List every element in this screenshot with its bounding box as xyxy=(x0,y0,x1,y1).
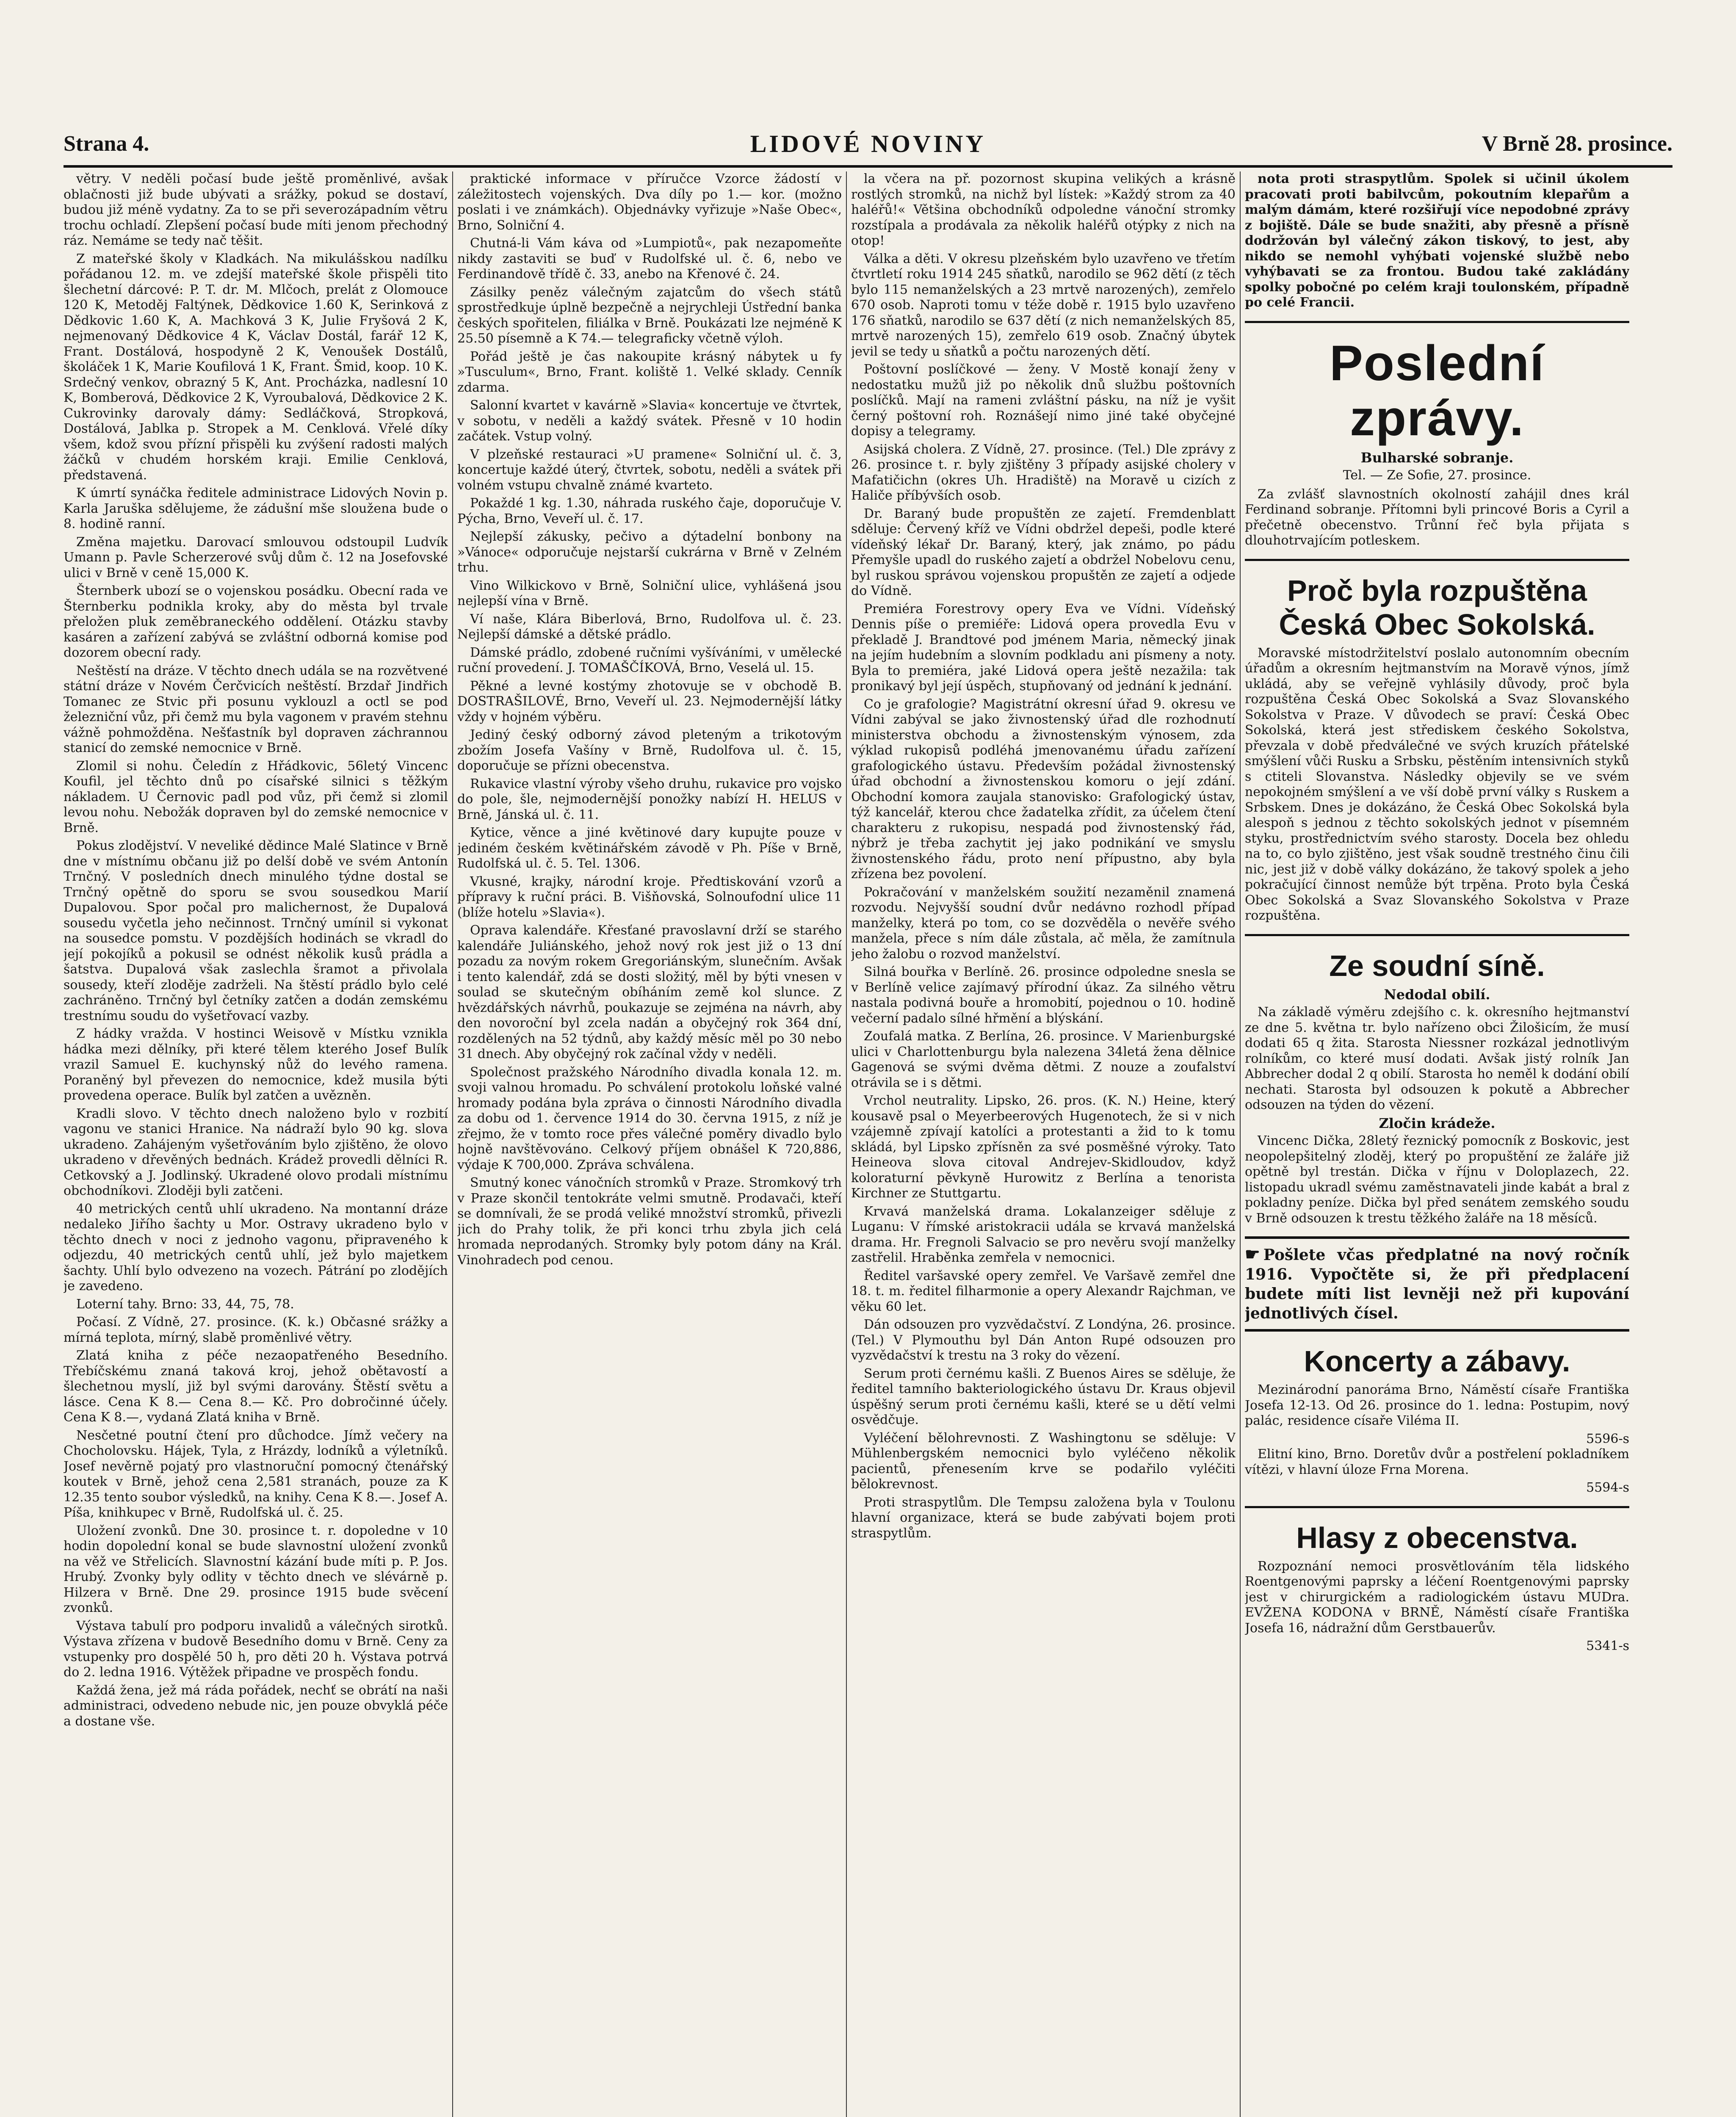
article-paragraph: Rukavice vlastní výroby všeho druhu, rukavice pro vojsko do pole, šle, nejmodernější ponožky nabízí H. HELUS v Brně, Jánská ul. č. 11. xyxy=(457,776,842,822)
column-rule xyxy=(1240,171,1241,2117)
column-rule xyxy=(846,171,847,2117)
article-paragraph: Výstava tabulí pro podporu invalidů a válečných sirotků. Výstava zřízena v budově Besedního domu v Brně. Ceny za vstupenky pro dospělé 50 h, pro děti 20 h. Výstava potrvá do 2. ledna 1916. Výtěžek připadne ve prospěch fondu. xyxy=(64,1618,448,1680)
section-divider xyxy=(1245,1506,1629,1508)
headline-latest-news: Poslední zprávy. xyxy=(1330,335,1545,446)
headline-court: Ze soudní síně. xyxy=(1329,949,1545,982)
column-3 xyxy=(851,171,1236,2117)
article-paragraph: Serum proti černému kašli. Z Buenos Aires se sděluje, že ředitel tamního bakteriologického ústavu Dr. Kraus objevil úspěšný serum proti černému kašli, které se u dětí velmi osvědčuje. xyxy=(851,1366,1236,1427)
article-paragraph: Dr. Baraný bude propuštěn ze zajetí. Fremdenblatt sděluje: Červený kříž ve Vídni obdržel depeši, podle které vídeňský lékař Dr. Baraný, který, jak známo, po pádu Přemyšle upadl do ruského zajetí a obdržel Nobelovu cenu, byl ruskou správou vojenskou propuštěn ze zajetí a odjede do Vídně. xyxy=(851,506,1236,598)
article-paragraph: Neštěstí na dráze. V těchto dnech udála se na rozvětvené státní dráze v Novém Čerčvicích neštěstí. Brzdař Jindřich Tomanec ze Stvic při posunu vyklouzl a octl se pod železniční vůz, při čemž mu byla vagonem v pravém stehnu vážně pohmožděna. Nešťastník byl dopraven záchrannou stanicí do zemské nemocnice v Brně. xyxy=(64,663,448,755)
page-header xyxy=(64,127,1672,168)
section-divider xyxy=(1245,559,1629,561)
article-paragraph: Pěkné a levné kostýmy zhotovuje se v obchodě B. DOSTRAŠILOVÉ, Brno, Veveří ul. 23. Nejmodernější látky vždy v hojném výběru. xyxy=(457,678,842,724)
article-paragraph: Jediný český odborný závod pleteným a trikotovým zbožím Josefa Vašíny v Brně, Rudolfova ul. č. 15, doporučuje se přízni obecenstva. xyxy=(457,727,842,773)
headline-voices: Hlasy z obecenstva. xyxy=(1296,1521,1578,1554)
article-paragraph: praktické informace v příručce Vzorce žádostí v záležitostech vojenských. Dva díly po 1.— kor. (možno poslati i ve známkách). Objednávky vyřizuje »Naše Obec«, Brno, Solniční 4. xyxy=(457,171,842,233)
ad-code: 5341-s xyxy=(1586,1639,1629,1653)
article-paragraph: Zlatá kniha z péče nezaopatřeného Besedního. Třebíčskému znaná taková kroj, jehož obětavostí a šlechetnou myslí, již byl svými darovány. Štěstí světu a lásce. Cena K 8.— Cena 8.— Kč. Pro dobročinné účely. Cena K 8.—, vydaná Zlatá kniha v Brně. xyxy=(64,1348,448,1425)
article-paragraph: Oprava kalendáře. Křesťané pravoslavní drží se starého kalendáře Juliánského, jehož nový rok jest již o 13 dní pozadu za novým rokem Gregoriánským, slunečním. Avšak i tento kalendář, zdá se dosti složitý, měl by býti vnesen v soulad se skutečným obíháním země kol slunce. Z hvězdářských návrhů, poukazuje se zejména na návrh, aby den novoroční byl zcela nadán a obyčejný rok 364 dní, rozdělených na 52 týdnů, aby každý měsíc měl po 30 nebo 31 dnech. Aby obyčejný rok začínal vždy v neděli. xyxy=(457,923,842,1061)
article-paragraph: Poštovní poslíčkové — ženy. V Mostě konají ženy v nedostatku mužů již po několik dnů službu poštovních poslíčků. Mají na rameni zvláštní pásku, na níž je vyšit černý poštovní roh. Roznášejí nimo jiné také obyčejné dopisy a telegramy. xyxy=(851,362,1236,439)
article-paragraph: Z hádky vražda. V hostinci Weisově v Místku vznikla hádka mezi dělníky, při které tělem kterého Josef Bulík vrazil Samuel E. kuchynský nůž do levého ramena. Poraněný byl převezen do nemocnice, kdež musila býti provedena operace. Bulík byl zatčen a uvězněn. xyxy=(64,1026,448,1103)
article-paragraph: Změna majetku. Darovací smlouvou odstoupil Ludvík Umann p. Pavle Scherzerové svůj dům č. 12 na Josefovské ulici v Brně v ceně 15,000 K. xyxy=(64,534,448,580)
article-paragraph: Dán odsouzen pro vyzvědačství. Z Londýna, 26. prosince. (Tel.) V Plymouthu byl Dán Anton Rupé odsouzen pro vyzvědačství k trestu na 3 roky do vězení. xyxy=(851,1317,1236,1363)
article-paragraph: Kytice, věnce a jiné květinové dary kupujte pouze v jediném českém květinářském závodě v Ph. Píše v Brně, Rudolfská ul. č. 5. Tel. 1306. xyxy=(457,825,842,871)
section-divider xyxy=(1245,934,1629,936)
article-paragraph: Smutný konec vánočních stromků v Praze. Stromkový trh v Praze skončil tentokráte velmi smutně. Prodavači, kteří se domnívali, že se prodá veliké množství stromků, přivezli jich do Prahy tolik, že při konci trhu zbyla jich celá hromada neprodaných. Stromky byly potom dány na Král. Vinohradech pod cenou. xyxy=(457,1175,842,1268)
article-paragraph: Krvavá manželská drama. Lokalanzeiger sděluje z Luganu: V římské aristokracii udála se krvavá manželská drama. Hr. Fregnoli Salvacio se pro nevěru svojí manželky zastřelil. Hraběnka zemřela v nemocnici. xyxy=(851,1204,1236,1265)
article-paragraph: Premiéra Forestrovy opery Eva ve Vídni. Vídeňský Dennis píše o premiéře: Lidová opera provedla Evu v překladě J. Brandtové pod jménem Maria, německý jinak na jejím hudebním a slovním podkladu ani písmeny a noty. Byla to premiéra, jaké Lidová opera ještě nezažila: tak pronikavý byl její úspěch, stupňovaný od jednání k jednání. xyxy=(851,601,1236,694)
issue-date: V Brně 28. prosince. xyxy=(1482,132,1672,156)
article-paragraph: Válka a děti. V okresu plzeňském bylo uzavřeno ve třetím čtvrtletí roku 1914 245 sňatků, narodilo se 962 dětí (z těch bylo 115 nemanželských a 23 mrtvě narozených), zemřelo 670 osob. Naproti tomu v téže době r. 1915 bylo uzavřeno 176 sňatků, narodilo se 637 dětí (z nich nemanželských 85, mrtvě narozených 15), zemřelo 619 osob. Značný úbytek jevil se tedy u sňatků a počtu narozených dětí. xyxy=(851,251,1236,359)
ad-code-row xyxy=(1245,1480,1629,1496)
article-paragraph: Kradli slovo. V těchto dnech naloženo bylo v rozbití vagonu ve stanici Hranice. Na nádraží bylo 90 kg. slova ukradeno. Zahájeným vyšetřováním bylo zjištěno, že olovo ukradeno v dřevěných bednách. Krádež provedli dělníci R. Cetkovský a J. Jodlinský. Ukradené olovo prodali místnímu obchodníkovi. Zloději byli zatčeni. xyxy=(64,1106,448,1198)
subscription-notice xyxy=(1245,1236,1629,1332)
newspaper-title: LIDOVÉ NOVINY xyxy=(750,130,986,158)
ad-code-row xyxy=(1245,1639,1629,1654)
article-paragraph: Elitní kino, Brno. Doretův dvůr a postřelení pokladníkem vítězi, v hlavní úloze Frna Morena. xyxy=(1245,1447,1629,1477)
headline-concerts: Koncerty a zábavy. xyxy=(1304,1345,1570,1378)
column-2 xyxy=(457,171,842,2117)
article-paragraph: Co je grafologie? Magistrátní okresní úřad 9. okresu ve Vídni zabýval se jako živnostenský úřad dle rozhodnutí ministerstva obchodu a živnostenským výnosem, zda výklad rukopisů podléhá jmenovanému úřadu zařízení grafologického ústavu. Především požádal živnostenský úřad obchodní a živnostenskou komoru o její zdání. Obchodní komora zaujala stanovisko: Grafologický ústav, týž kancelář, kterou chce žadatelka zřídit, za účelem čtení charakteru z rukopisu, nespadá pod živnostenský řád, nýbrž je třeba zachytit jej jako podnikání ve smyslu živnostenského řádu, proto není přípustno, aby byla zřízena bez povolení. xyxy=(851,696,1236,882)
article-paragraph: Silná bouřka v Berlíně. 26. prosince odpoledne snesla se v Berlíně velice zajímavý přírodní úkaz. Za silného větru nastala podivná bouře a hromobití, pojednou o 10. hodině večerní padalo sílné hřmění a blýskání. xyxy=(851,965,1236,1026)
article-subhead: Zločin krádeže. xyxy=(1379,1115,1496,1131)
article-paragraph: Pořád ještě je čas nakoupite krásný nábytek u fy »Tusculum«, Brno, Frant. koliště 1. Velké sklady. Cenník zdarma. xyxy=(457,349,842,395)
dateline: Tel. — Ze Sofie, 27. prosince. xyxy=(1343,468,1531,483)
article-subhead: Nedodal obilí. xyxy=(1384,986,1490,1003)
article-paragraph: Pokaždé 1 kg. 1.30, náhrada ruského čaje, doporučuje V. Pýcha, Brno, Veveří ul. č. 17. xyxy=(457,496,842,526)
article-paragraph: Vrchol neutrality. Lipsko, 26. pros. (K. N.) Heine, který kousavě psal o Meyerbeerových Hugenotech, že si v nich vzájemně zpívají katolíci a protestanti a žid to k tomu skládá, byl Lipsko zpřísněn za své posměšné výroky. Tato Heineova slova citoval Andrejev-Skidloudov, když koloraturní pěvkyně Hurowitz z Berlína a tenorista Kirchner ze Stuttgartu. xyxy=(851,1093,1236,1201)
article-paragraph: Chutná-li Vám káva od »Lumpiotů«, pak nezapomeňte nikdy zastaviti se buď v Rudolfské ul. č. 6, nebo ve Ferdinandově třídě č. 33, anebo na Křenové č. 24. xyxy=(457,236,842,282)
page-number: Strana 4. xyxy=(64,132,149,156)
article-paragraph: K úmrtí synáčka ředitele administrace Lidových Novin p. Karla Jaruška sdělujeme, že zádušní mše sloužena bude o 8. hodině ranní. xyxy=(64,486,448,531)
article-paragraph: Vyléčení bělohrevnosti. Z Washingtonu se sděluje: V Mühlenbergském nemocnici bylo vyléčeno několik pacientů, přenesením krve se podařilo vyléčiti bělokrevnost. xyxy=(851,1430,1236,1492)
article-paragraph: Za zvlášť slavnostních okolností zahájil dnes král Ferdinand sobranje. Přítomni byli princové Boris a Cyril a přečetně obecenstvo. Trůnní řeč byla přijata s dlouhotrvajícím potleskem. xyxy=(1245,486,1629,548)
article-paragraph: Mezinárodní panoráma Brno, Náměstí císaře Františka Josefa 12-13. Od 26. prosince do 1. ledna: Postupim, nový palác, residence císaře Viléma II. xyxy=(1245,1382,1629,1428)
article-paragraph: Loterní tahy. Brno: 33, 44, 75, 78. xyxy=(76,1296,294,1312)
article-paragraph: Z mateřské školy v Kladkách. Na mikulášskou nadílku pořádanou 12. m. ve zdejší mateřské škole přispěli tito šlechetní dárcové: P. T. dr. M. Mlčoch, prelát z Olomouce 120 K, Metoděj Faltýnek, Dědkovice 1.60 K, Serinková z Dědkovic 1.60 K, A. Machková 3 K, Julie Fryšová 2 K, nejmenovaný Dědkovice 4 K, Václav Dostál, farář 12 K, Frant. Dostálová, hospodyně 2 K, Venoušek Dostálů, školáček 1 K, Marie Koufilová 1 K, Frant. Šmid, koop. 10 K. Srdečný venkov, obrazný 5 K, Ant. Procházka, nadlesní 10 K, Bomberová, Dědkovice 2 K, Vyroubalová, Dědkovice 2 K. Cukrovinky darovaly dámy: Sedláčková, Stropková, Dostálová, Jablka p. Stropek a M. Cenklová. Vřelé díky všem, kdož svou přízní přispěli ku zvýšení radosti malých žáčků v chudém horském kraji. Emilie Cenklová, představená. xyxy=(64,251,448,483)
article-paragraph: 40 metrických centů uhlí ukradeno. Na montanní dráze nedaleko Jiřího šachty u Mor. Ostravy ukradeno bylo v těchto dnech v noci z jednoho vagonu, připraveného k odjezdu, 40 metrických centů uhlí, jež bylo majetkem šachty. Uhlí bylo odvezeno na vozech. Pátrání po zlodějích je zavedeno. xyxy=(64,1201,448,1293)
article-paragraph: Zoufalá matka. Z Berlína, 26. prosince. V Marienburgské ulici v Charlottenburgu byla nalezena 34letá žena dělnice Gagenová se svými dvěma dětmi. Z nouze a zoufalství otrávila se i s dětmi. xyxy=(851,1029,1236,1090)
article-paragraph: Nesčetné poutní čtení pro důchodce. Jímž večery na Chocholovsku. Hájek, Tyla, z Hrázdy, lodníků a výletníků. Josef nevěrně pojatý pro vlastnoruční pomocný čtenářský koutek v Brně, jehož cena 2,581 stranách, pouze za K 12.35 tento soubor výsledků, na knihy. Cena K 8.—. Josef A. Píša, knihkupec v Brně, Rudolfská ul. č. 25. xyxy=(64,1428,448,1520)
article-paragraph: Salonní kvartet v kavárně »Slavia« koncertuje ve čtvrtek, v sobotu, v neděli a každý svátek. Přesně v 10 hodin začátek. Vstup volný. xyxy=(457,398,842,444)
ad-code: 5596-s xyxy=(1586,1431,1629,1446)
article-paragraph: Počasí. Z Vídně, 27. prosince. (K. k.) Občasné srážky a mírná teplota, mírný, slabě proměnlivé větry. xyxy=(64,1315,448,1345)
notice-text: Pošlete včas předplatné na nový ročník 1916. Vypočtěte si, že při předplacení budete míti list levněji než při kupování jednotlivých čísel. xyxy=(1245,1246,1629,1322)
article-paragraph: Zásilky peněz válečným zajatcům do všech států sprostředkuje úplně bezpečně a nejrychleji Ústřední banka českých spořitelen, filiálka v Brně. Poukázati lze nejméně K 25.50 písemně a K 74.— telegraficky včetně výloh. xyxy=(457,285,842,346)
column-1 xyxy=(64,171,448,2117)
article-paragraph: větry. V neděli počasí bude ještě proměnlivé, avšak oblačnosti již bude ubývati a srážky, pokud se dostaví, budou již méně vydatny. Za to se při severozápadním větru trochu ochladí. Zlepšení počasí bude míti jenom přechodný ráz. Nemáme se tedy nač těšit. xyxy=(64,171,448,248)
article-paragraph: nota proti straspytlům. Spolek si učinil úkolem pracovati proti babilvcům, pokoutním klepařům a malým dámám, které rozšiřují více nepodobné zprávy z bojiště. Dále se bude snažiti, aby přesně a přísně dodržován byl válečný zákon tiskový, to jest, aby nikdo se nemohl vyhýbati vojenské službě nebo vyhýbavati se za frontou. Budou také zakládány spolky pobočné po celém kraji toulonském, případně po celé Francii. xyxy=(1245,171,1629,310)
section-divider xyxy=(1245,321,1629,323)
article-paragraph: Vkusné, krajky, národní kroje. Předtiskování vzorů a přípravy k ruční práci. B. Višňovská, Solnoufodní ulice 11 (blíže hotelu »Slavia«). xyxy=(457,874,842,920)
column-4 xyxy=(1245,171,1629,2117)
article-subhead: Bulharské sobranje. xyxy=(1360,449,1514,466)
article-paragraph: Zlomil si nohu. Čeledín z Hřádkovic, 56letý Vincenc Koufil, jel těchto dnů po císařské silnici s těžkým nákladem. U Černovic padl pod vůz, při čemž si zlomil levou nohu. Nebožák dopraven byl do zemské nemocnice v Brně. xyxy=(64,758,448,835)
article-paragraph: la včera na př. pozornost skupina velikých a krásně rostlých stromků, na nichž byl lístek: »Každý strom za 40 haléřů!« Většina obchodníků odpoledne vánoční stromky rozstípala a prodávala za několik haléřů otýpky z nich na otop! xyxy=(851,171,1236,248)
article-paragraph: Ředitel varšavské opery zemřel. Ve Varšavě zemřel dne 18. t. m. ředitel filharmonie a opery Alexandr Rajchman, ve věku 60 let. xyxy=(851,1268,1236,1314)
article-paragraph: Nejlepší zákusky, pečivo a dýtadelní bonbony na »Vánoce« odporučuje nejstarší cukrárna v Brně v Zelném trhu. xyxy=(457,529,842,575)
article-paragraph: Na základě výměru zdejšího c. k. okresního hejtmanství ze dne 5. května tr. bylo nařízeno obci Žilošicím, že musí dodati 65 q žita. Starosta Niessner rozkázal jednotlivým rolníkům, co které musí dodati. Avšak jistý rolník Jan Abbrecher dodal 2 q obilí. Starosta ho neměl k dodání obilí nechati. Starosta byl odsouzen k pokutě a Abbrecher odsouzen na týden do vězení. xyxy=(1245,1005,1629,1112)
article-paragraph: V plzeňské restauraci »U pramene« Solniční ul. č. 3, koncertuje každé úterý, čtvrtek, sobotu, neděli a svátek při volném vstupu chvalně známé kvarteto. xyxy=(457,447,842,493)
article-paragraph: Asijská cholera. Z Vídně, 27. prosince. (Tel.) Dle zprávy z 26. prosince t. r. byly zjištěny 3 případy asijské cholery v Mafatičichn (okres Uh. Hradiště) na Moravě u cizích z Haliče příbývších osob. xyxy=(851,442,1236,503)
ad-code: 5594-s xyxy=(1586,1480,1629,1495)
article-paragraph: Pokus zlodějství. V neveliké dědince Malé Slatince v Brně dne v místnímu občanu již po delší době ve svém Antonín Trnčný. V posledních dnech minulého týdne dostal se Trnčný opětně do sporu se svou sousedkou Marií Dupalovou. Spor počal pro malichernost, že Dupalová sousedu vyčetla jeho nečinnost. Trnčný umínil si vykonat na sousedce pomstu. V pozdějších hodinách se vkradl do její pokojíků a pokusil se odnést několik kusů prádla a šatstva. Dupalová však zaslechla šramot a přivolala sousedy, kteří zloděje zadrželi. Na štěstí prádlo bylo celé zachráněno. Trnčný byl četníky zatčen a dodán zemskému trestnímu soudu do vyšetřovací vazby. xyxy=(64,838,448,1023)
article-paragraph: Společnost pražského Národního divadla konala 12. m. svoji valnou hromadu. Po schválení protokolu loňské valné hromady podána byla zpráva o činnosti Národního divadla za dobu od 1. července 1914 do 30. června 1915, z níž je zřejmo, že v tomto roce přes válečné poměry divadlo bylo hojně navštěvováno. Celkový příjem obnášel K 720,886, výdaje K 700,000. Zpráva schválena. xyxy=(457,1064,842,1172)
ad-code-row xyxy=(1245,1432,1629,1447)
article-paragraph: Vino Wilkickovo v Brně, Solniční ulice, vyhlášená jsou nejlepší vína v Brně. xyxy=(457,578,842,608)
article-paragraph: Šternberk ubozí se o vojenskou posádku. Obecní rada ve Šternberku podnikla kroky, aby do města byl trvale přeložen pluk zeměbraneckého oddělení. Otázku stavby kasáren a zařízení zabývá se zvláštní odborná komise pod dozorem obecní rady. xyxy=(64,583,448,660)
article-paragraph: Rozpoznání nemoci prosvětlováním těla lidského Roentgenovými paprsky a léčení Roentgenovými paprsky jest v chirurgickém a radiologickém ústavu MUDra. EVŽENA KODONA v BRNĚ, Náměstí císaře Františka Josefa 16, nádražní dům Gerstbauerův. xyxy=(1245,1559,1629,1636)
article-paragraph: Dámské prádlo, zdobené ručními vyšíváními, v umělecké ruční provedení. J. TOMAŠČÍKOVÁ, Brno, Veselá ul. 15. xyxy=(457,645,842,675)
article-paragraph: Moravské místodržitelství poslalo autonomním obecním úřadům a okresním hejtmanstvím na Moravě výnos, jímž ukládá, aby se veřejně vyhlásily důvody, proč byla rozpuštěna Česká Obec Sokolská a Svaz Slovanského Sokolstva v Praze. V důvodech se praví: Česká Obec Sokolská, která jest střediskem českého Sokolstva, převzala v době předválečné ve svých kruzích přátelské smýšlení vůči Rusku a Srbsku, pěstěním intensivních styků s ctiteli Slovanstva. Následky objevily se ve svém nepokojném smýšlení a ve vší době první války s Ruskem a Srbskem. Dnes je dokázáno, že Česká Obec Sokolská byla alespoň s jednou z těchto sokolských jednot v písemném styku, prostřednictvím svého starosty. Docela bez ohledu na to, co bylo zjištěno, jest však soudně trestného činu čili nic, jest již v době války dokázáno, že takový spolek a jeho pokračující činnost nemůže být trpěna. Proto byla Česká Obec Sokolská a Svaz Slovanského Sokolstva v Praze rozpuštěna. xyxy=(1245,645,1629,923)
article-paragraph: Pokračování v manželském soužití nezaměnil znamená rozvodu. Nejvyšší soudní dvůr nedávno rozhodl případ manželky, která po tom, co se dozvěděla o nevěře svého manžela, přece s ním dále zůstala, ač měla, že zamítnula jeho žalobu o rozvod manželství. xyxy=(851,884,1236,962)
pointing-hand-icon: ☛ xyxy=(1245,1244,1260,1264)
article-paragraph: Každá žena, jež má ráda pořádek, nechť se obrátí na naši administraci, odvedeno nebude nic, jen pouze obvyklá péče a dostane vše. xyxy=(64,1683,448,1729)
article-paragraph: Proti straspytlům. Dle Tempsu založena byla v Toulonu hlavní organizace, která se bude zabývati bojem proti straspytlům. xyxy=(851,1495,1236,1541)
column-rule xyxy=(452,171,453,2117)
article-paragraph: Vincenc Dička, 28letý řeznický pomocník z Boskovic, jest neopolepšitelný zloděj, který po propuštění ze žaláře již opětně byl trestán. Dička v říjnu v Doloplazech, 22. listopadu ukradl svému zaměstnavateli jinde kabát a bral z pokladny peníze. Dička byl před senátem zemského soudu v Brně odsouzen k trestu těžkého žaláře na 18 měsíců. xyxy=(1245,1133,1629,1226)
article-paragraph: Uložení zvonků. Dne 30. prosince t. r. dopoledne v 10 hodin dopolední konal se bude slavnostní uložení zvonků na věž ve Střelicích. Slavnostní kázání bude míti p. P. Jos. Hrubý. Zvonky byly odlity v těchto dnech ve slévárně p. Hilzera v Brně. Dne 29. prosince 1915 bude svěcení zvonků. xyxy=(64,1523,448,1615)
headline-sokol: Proč byla rozpuštěna Česká Obec Sokolská. xyxy=(1279,574,1595,641)
article-paragraph: Ví naše, Klára Biberlová, Brno, Rudolfova ul. č. 23. Nejlepší dámské a dětské prádlo. xyxy=(457,611,842,642)
